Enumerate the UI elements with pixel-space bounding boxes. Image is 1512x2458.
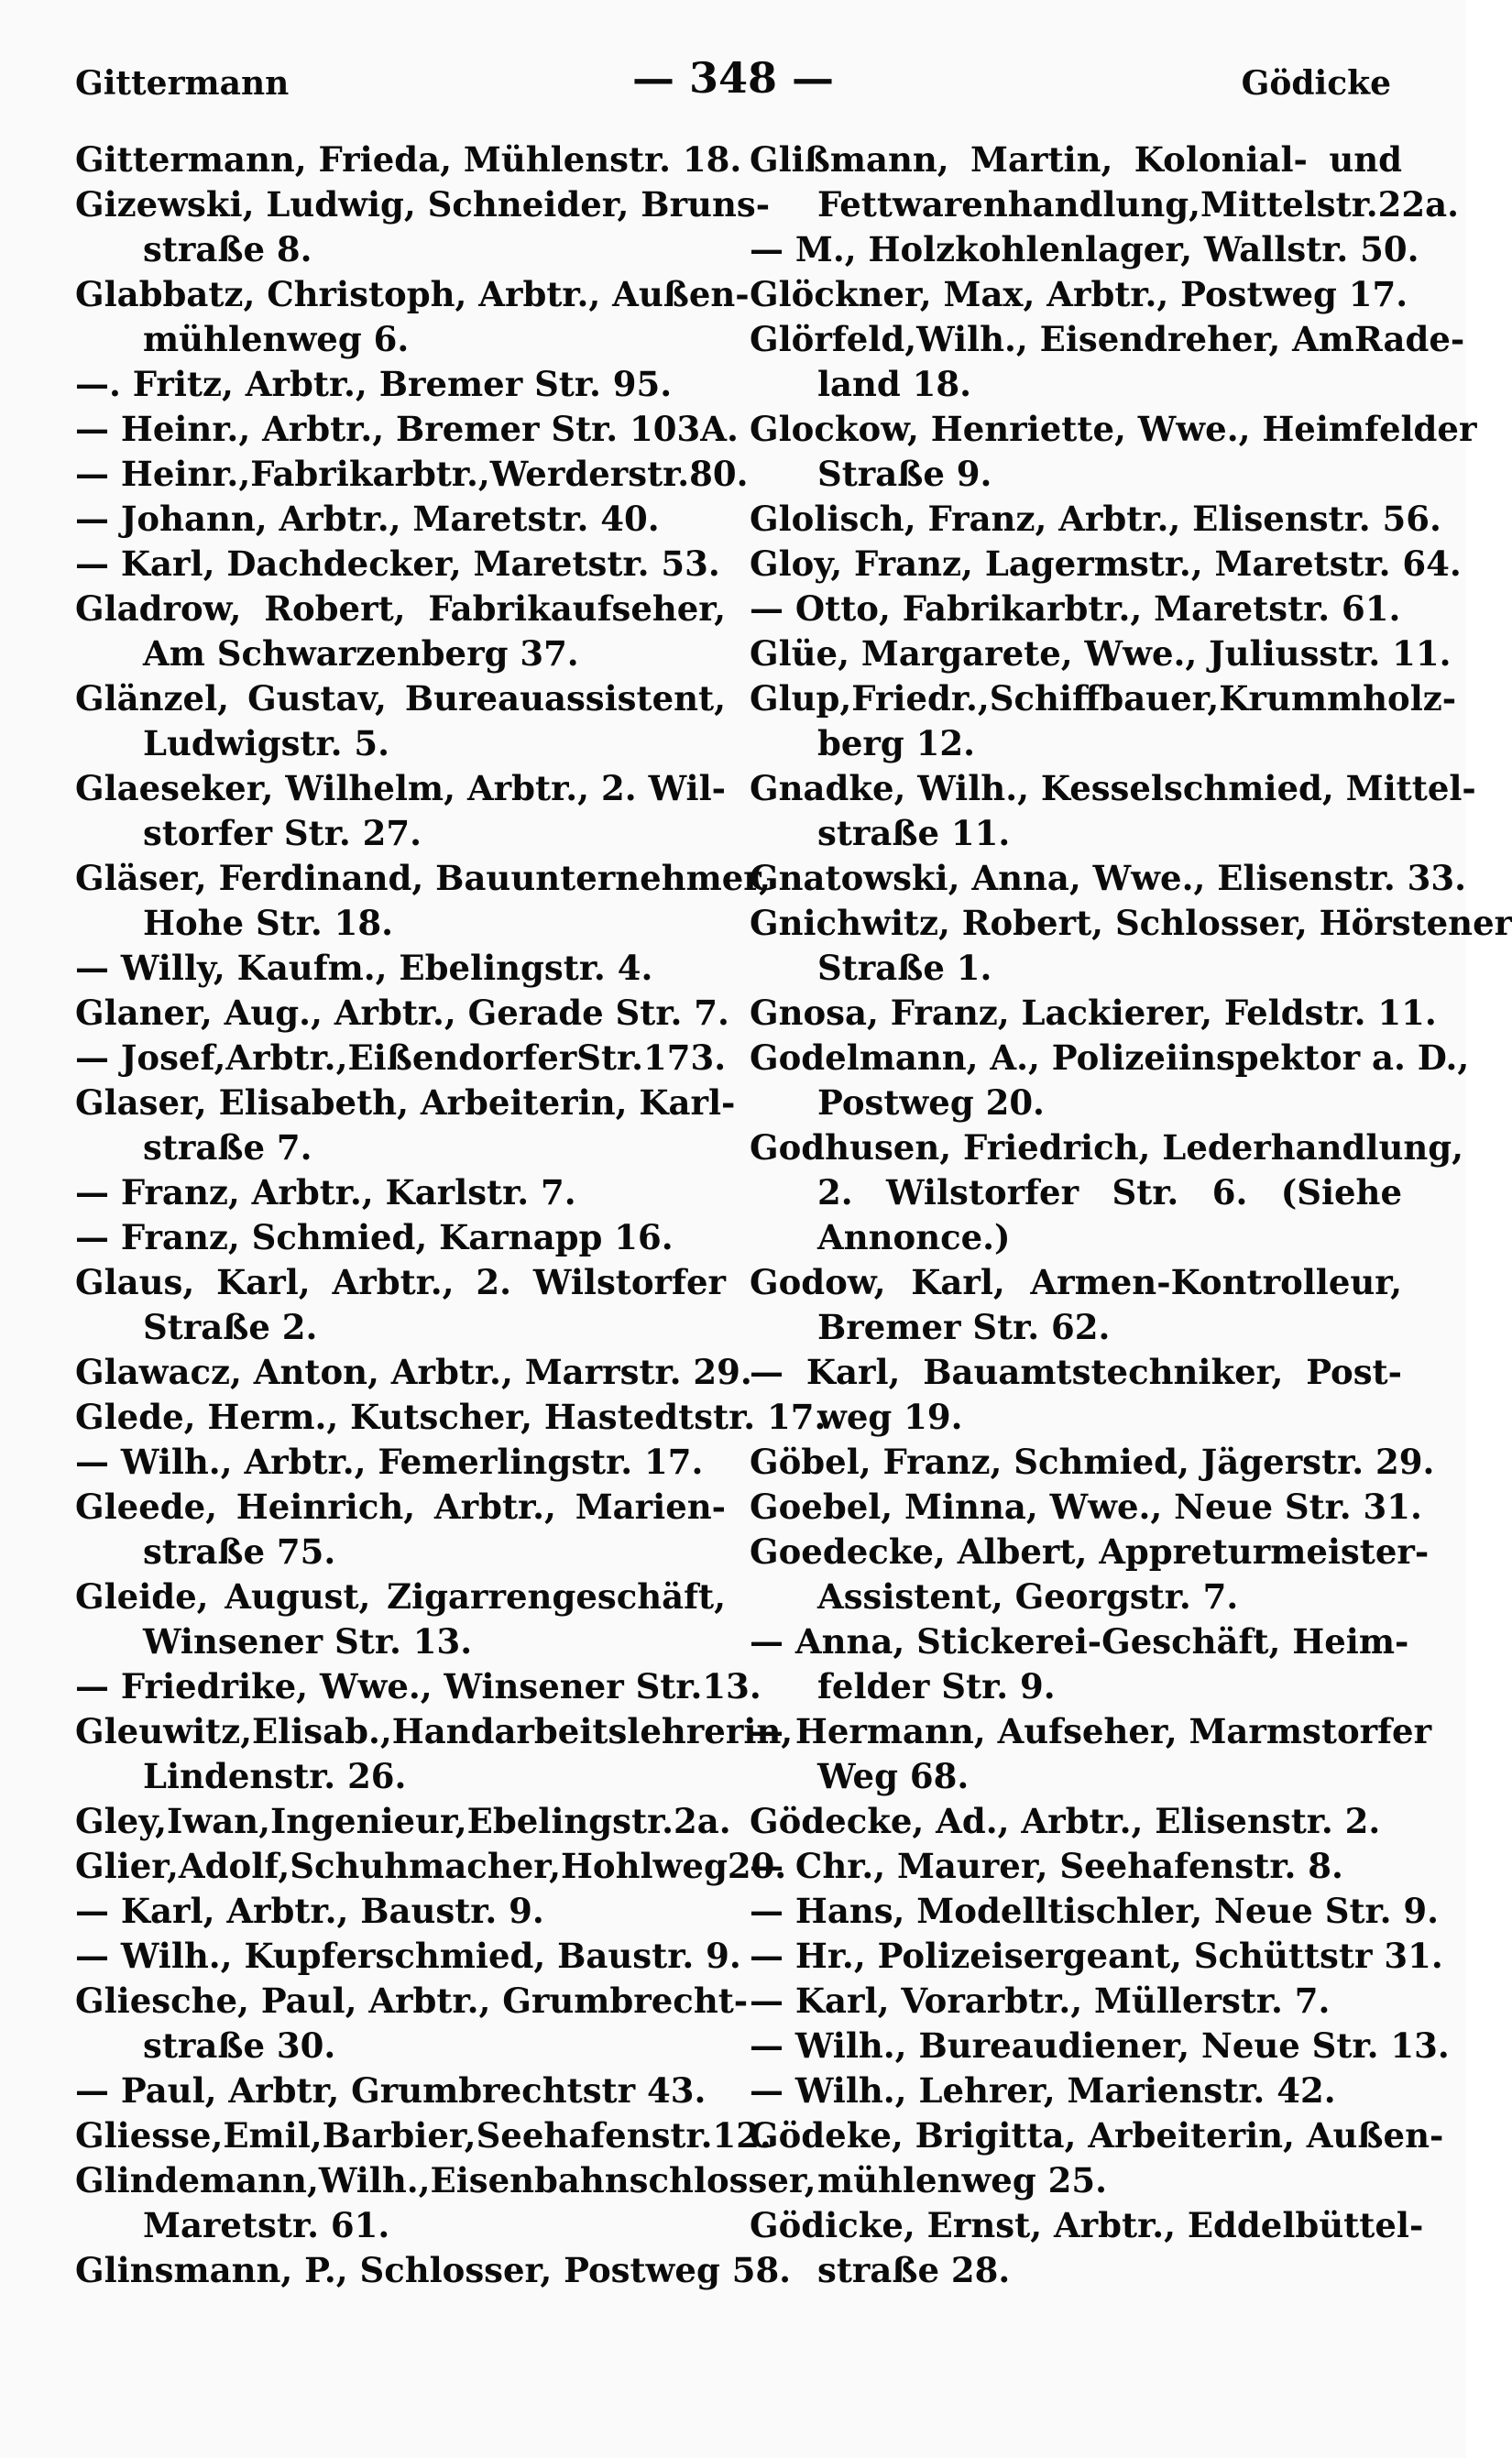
directory-entry-line: — Heinr.,Fabrikarbtr.,Werderstr.80.: [75, 454, 749, 494]
entry-continuation-line: 2. Wilstorfer Str. 6. (Siehe: [817, 1172, 1402, 1213]
directory-entry-line: — Hr., Polizeisergeant, Schüttstr 31.: [750, 1936, 1443, 1976]
entry-continuation-line: Lindenstr. 26.: [143, 1756, 407, 1796]
directory-entry-line: — Anna, Stickerei-Geschäft, Heim-: [750, 1621, 1409, 1662]
directory-entry-line: Gleuwitz,Elisab.,Handarbeitslehrerin,: [75, 1711, 794, 1751]
directory-entry-line: Gödecke, Ad., Arbtr., Elisenstr. 2.: [750, 1801, 1381, 1841]
entry-continuation-line: straße 11.: [817, 813, 1011, 853]
entry-continuation-line: Annonce.): [817, 1217, 1011, 1257]
entry-continuation-line: storfer Str. 27.: [143, 813, 422, 853]
directory-entry-line: Glabbatz, Christoph, Arbtr., Außen-: [75, 274, 750, 314]
entry-continuation-line: berg 12.: [817, 723, 976, 763]
directory-entry-line: Glinsmann, P., Schlosser, Postweg 58.: [75, 2250, 792, 2290]
directory-entry-line: — Wilh., Arbtr., Femerlingstr. 17.: [75, 1442, 704, 1482]
entry-continuation-line: straße 28.: [817, 2250, 1011, 2290]
directory-entry-line: —. Fritz, Arbtr., Bremer Str. 95.: [75, 364, 673, 404]
directory-entry-line: Glockow, Henriette, Wwe., Heimfelder: [750, 409, 1477, 449]
directory-entry-line: Gleede, Heinrich, Arbtr., Marien-: [75, 1487, 726, 1527]
entry-continuation-line: Am Schwarzenberg 37.: [143, 633, 579, 674]
directory-entry-line: Gläser, Ferdinand, Bauunternehmer,: [75, 858, 771, 898]
directory-entry-line: — Heinr., Arbtr., Bremer Str. 103A.: [75, 409, 739, 449]
directory-entry-line: Godow, Karl, Armen-Kontrolleur,: [750, 1262, 1402, 1302]
directory-entry-line: Gloy, Franz, Lagermstr., Maretstr. 64.: [750, 543, 1462, 584]
entry-continuation-line: Ludwigstr. 5.: [143, 723, 389, 763]
directory-entry-line: Goedecke, Albert, Appreturmeister-: [750, 1531, 1430, 1572]
entry-continuation-line: felder Str. 9.: [817, 1666, 1056, 1706]
directory-entry-line: Glaeseker, Wilhelm, Arbtr., 2. Wil-: [75, 768, 726, 808]
column-left: [75, 137, 827, 2293]
directory-entry-line: — Willy, Kaufm., Ebelingstr. 4.: [75, 948, 653, 988]
entry-continuation-line: mühlenweg 6.: [143, 319, 410, 359]
directory-entry-line: — Karl, Arbtr., Baustr. 9.: [75, 1891, 544, 1931]
directory-entry-line: — Chr., Maurer, Seehafenstr. 8.: [750, 1846, 1343, 1886]
entry-continuation-line: straße 30.: [143, 2025, 336, 2066]
entry-continuation-line: Hohe Str. 18.: [143, 903, 394, 943]
directory-entry-line: Gladrow, Robert, Fabrikaufseher,: [75, 588, 726, 629]
directory-entry-line: Godelmann, A., Polizeiinspektor a. D.,: [750, 1037, 1470, 1078]
entry-continuation-line: Fettwarenhandlung,Mittelstr.22a.: [817, 184, 1460, 225]
directory-entry-line: Glöckner, Max, Arbtr., Postweg 17.: [750, 274, 1408, 314]
directory-entry-line: Glaser, Elisabeth, Arbeiterin, Karl-: [75, 1082, 736, 1123]
entry-continuation-line: mühlenweg 25.: [817, 2160, 1107, 2200]
directory-entry-line: Gnadke, Wilh., Kesselschmied, Mittel-: [750, 768, 1476, 808]
directory-entry-line: — M., Holzkohlenlager, Wallstr. 50.: [750, 229, 1419, 269]
directory-entry-line: Glup,Friedr.,Schiffbauer,Krummholz-: [750, 678, 1457, 719]
entry-continuation-line: Bremer Str. 62.: [817, 1307, 1111, 1347]
directory-entry-line: — Franz, Arbtr., Karlstr. 7.: [75, 1172, 576, 1213]
running-head-left: Gittermann: [75, 64, 290, 103]
directory-entry-line: Gittermann, Frieda, Mühlenstr. 18.: [75, 139, 742, 180]
directory-entry-line: — Hermann, Aufseher, Marmstorfer: [750, 1711, 1432, 1751]
entry-continuation-line: Straße 9.: [817, 454, 992, 494]
directory-entry-line: — Josef,Arbtr.,EißendorferStr.173.: [75, 1037, 727, 1078]
column-right: [750, 137, 1512, 2293]
directory-entry-line: Glaus, Karl, Arbtr., 2. Wilstorfer: [75, 1262, 726, 1302]
directory-entry-line: Glißmann, Martin, Kolonial- und: [750, 139, 1402, 180]
page-number: — 348 —: [631, 53, 835, 103]
directory-entry-line: Gödicke, Ernst, Arbtr., Eddelbüttel-: [750, 2205, 1424, 2245]
directory-entry-line: Glier,Adolf,Schuhmacher,Hohlweg20.: [75, 1846, 787, 1886]
entry-continuation-line: Weg 68.: [817, 1756, 970, 1796]
entry-continuation-line: Straße 1.: [817, 948, 992, 988]
entry-continuation-line: land 18.: [817, 364, 972, 404]
running-head-right: Gödicke: [1241, 64, 1391, 103]
directory-entry-line: — Wilh., Bureaudiener, Neue Str. 13.: [750, 2025, 1450, 2066]
directory-entry-line: Glede, Herm., Kutscher, Hastedtstr. 17.: [75, 1397, 827, 1437]
directory-entry-line: Gnosa, Franz, Lackierer, Feldstr. 11.: [750, 993, 1437, 1033]
directory-entry-line: Gliesse,Emil,Barbier,Seehafenstr.12.: [75, 2115, 772, 2156]
directory-entry-line: Glawacz, Anton, Arbtr., Marrstr. 29.: [75, 1352, 752, 1392]
directory-entry-line: — Otto, Fabrikarbtr., Maretstr. 61.: [750, 588, 1401, 629]
directory-entry-line: Gliesche, Paul, Arbtr., Grumbrecht-: [75, 1981, 749, 2021]
directory-entry-line: — Franz, Schmied, Karnapp 16.: [75, 1217, 674, 1257]
directory-entry-line: — Johann, Arbtr., Maretstr. 40.: [75, 499, 660, 539]
directory-entry-line: Gnichwitz, Robert, Schlosser, Hörstener: [750, 903, 1512, 943]
entry-continuation-line: Assistent, Georgstr. 7.: [817, 1576, 1239, 1617]
directory-entry-line: Gleide, August, Zigarrengeschäft,: [75, 1576, 726, 1617]
directory-entry-line: Gnatowski, Anna, Wwe., Elisenstr. 33.: [750, 858, 1466, 898]
directory-entry-line: — Wilh., Kupferschmied, Baustr. 9.: [75, 1936, 741, 1976]
directory-entry-line: — Hans, Modelltischler, Neue Str. 9.: [750, 1891, 1440, 1931]
directory-entry-line: — Karl, Vorarbtr., Müllerstr. 7.: [750, 1981, 1331, 2021]
directory-entry-line: Goebel, Minna, Wwe., Neue Str. 31.: [750, 1487, 1422, 1527]
directory-entry-line: Glindemann,Wilh.,Eisenbahnschlosser,: [75, 2160, 816, 2200]
entry-continuation-line: straße 75.: [143, 1531, 336, 1572]
directory-entry-line: Godhusen, Friedrich, Lederhandlung,: [750, 1127, 1464, 1168]
directory-entry-line: — Paul, Arbtr, Grumbrechtstr 43.: [75, 2070, 707, 2111]
directory-entry-line: Glaner, Aug., Arbtr., Gerade Str. 7.: [75, 993, 729, 1033]
entry-continuation-line: Straße 2.: [143, 1307, 318, 1347]
entry-continuation-line: weg 19.: [817, 1397, 963, 1437]
directory-entry-line: Glänzel, Gustav, Bureauassistent,: [75, 678, 726, 719]
entry-continuation-line: Postweg 20.: [817, 1082, 1045, 1123]
directory-entry-line: Gley,Iwan,Ingenieur,Ebelingstr.2a.: [75, 1801, 731, 1841]
directory-entry-line: Gizewski, Ludwig, Schneider, Bruns-: [75, 184, 771, 225]
directory-entry-line: Glolisch, Franz, Arbtr., Elisenstr. 56.: [750, 499, 1441, 539]
directory-entry-line: Glörfeld,Wilh., Eisendreher, AmRade-: [750, 319, 1465, 359]
directory-entry-line: Glüe, Margarete, Wwe., Juliusstr. 11.: [750, 633, 1452, 674]
directory-entry-line: — Friedrike, Wwe., Winsener Str.13.: [75, 1666, 761, 1706]
entry-continuation-line: straße 8.: [143, 229, 312, 269]
directory-entry-line: Göbel, Franz, Schmied, Jägerstr. 29.: [750, 1442, 1435, 1482]
page-header: [75, 53, 1391, 108]
directory-entry-line: Gödeke, Brigitta, Arbeiterin, Außen-: [750, 2115, 1444, 2156]
directory-entry-line: — Karl, Bauamtstechniker, Post-: [750, 1352, 1402, 1392]
entry-continuation-line: straße 7.: [143, 1127, 312, 1168]
directory-entry-line: — Wilh., Lehrer, Marienstr. 42.: [750, 2070, 1336, 2111]
entry-continuation-line: Winsener Str. 13.: [143, 1621, 473, 1662]
directory-entry-line: — Karl, Dachdecker, Maretstr. 53.: [75, 543, 720, 584]
entry-continuation-line: Maretstr. 61.: [143, 2205, 390, 2245]
